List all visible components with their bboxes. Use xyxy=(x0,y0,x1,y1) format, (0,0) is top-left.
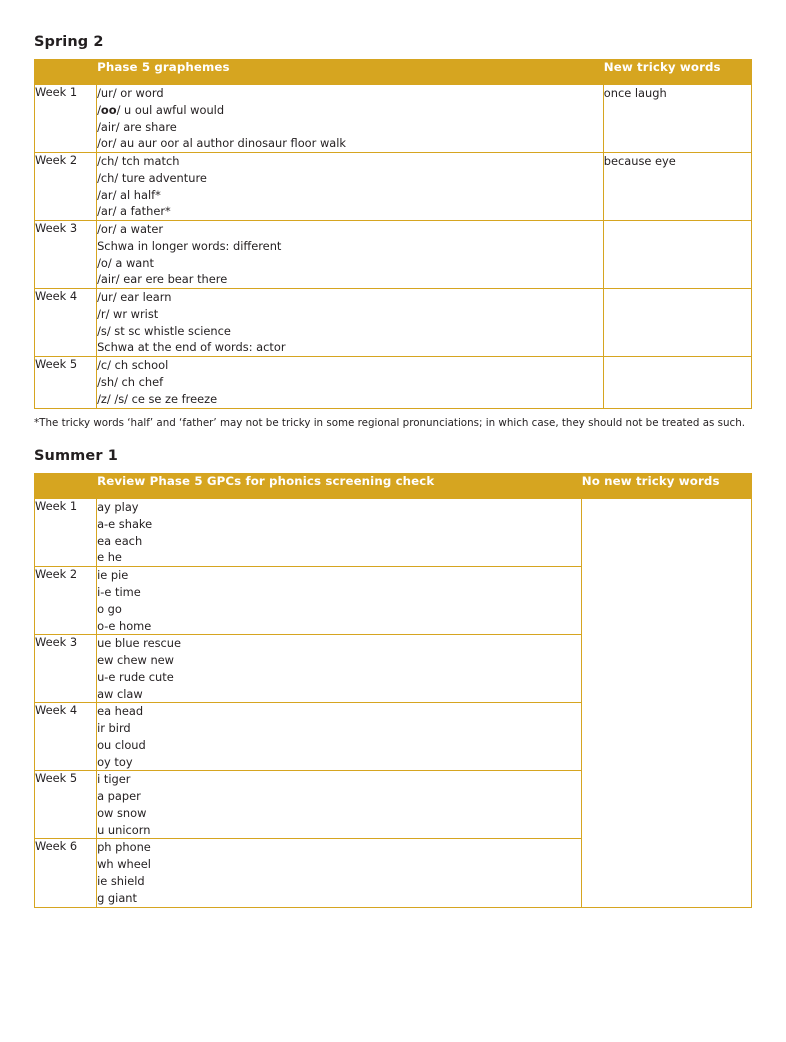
grapheme-line: g giant xyxy=(97,890,137,905)
section-title-spring-2: Spring 2 xyxy=(34,34,104,50)
grapheme-line: /o/ a want xyxy=(97,255,154,270)
header-cell-tricky-words: New tricky words xyxy=(603,60,751,85)
tricky-words-cell: once laugh xyxy=(603,85,751,153)
week-label: Week 5 xyxy=(35,357,97,408)
tricky-words-cell xyxy=(603,221,751,289)
table-row xyxy=(35,499,752,567)
table-row xyxy=(35,85,752,153)
week-label: Week 3 xyxy=(35,635,97,703)
tricky-words-cell xyxy=(603,357,751,408)
week-label: Week 4 xyxy=(35,703,97,771)
grapheme-line: Schwa at the end of words: actor xyxy=(97,340,286,355)
table-row xyxy=(35,221,752,289)
grapheme-line: /z/ /s/ ce se ze freeze xyxy=(97,391,218,406)
summer-1-table xyxy=(34,473,752,907)
grapheme-line: /sh/ ch chef xyxy=(97,375,164,390)
grapheme-cell xyxy=(97,771,582,839)
week-label: Week 5 xyxy=(35,771,97,839)
grapheme-cell xyxy=(97,289,604,357)
header-cell-blank xyxy=(35,474,97,499)
grapheme-line: /or/ a water xyxy=(97,222,164,237)
grapheme-cell xyxy=(97,85,604,153)
week-label: Week 6 xyxy=(35,839,97,907)
grapheme-line: ea head xyxy=(97,704,144,719)
spring-2-table xyxy=(34,59,752,409)
grapheme-line: u unicorn xyxy=(97,822,151,837)
grapheme-line: ph phone xyxy=(97,840,151,855)
grapheme-line: /ar/ al half* xyxy=(97,187,161,202)
grapheme-line: /s/ st sc whistle science xyxy=(97,323,231,338)
header-cell-blank xyxy=(35,60,97,85)
grapheme-line: wh wheel xyxy=(97,857,151,872)
table-header-row xyxy=(35,474,752,499)
grapheme-line: i tiger xyxy=(97,772,131,787)
footnote-spring-2: *The tricky words ‘half’ and ‘father’ may not be tricky in some regional pronunciations; in which case, they should not be treated as such. xyxy=(34,416,745,429)
grapheme-cell xyxy=(97,635,582,703)
grapheme-cell xyxy=(97,567,582,635)
grapheme-line: /air/ ear ere bear there xyxy=(97,272,228,287)
table-row xyxy=(35,153,752,221)
header-cell-review-gpcs: Review Phase 5 GPCs for phonics screening check xyxy=(97,474,582,499)
grapheme-cell xyxy=(97,153,604,221)
section-spacer xyxy=(34,430,754,448)
grapheme-bold-token: oo xyxy=(100,102,117,117)
table-row xyxy=(35,357,752,408)
grapheme-line: ou cloud xyxy=(97,737,146,752)
grapheme-line: /r/ wr wrist xyxy=(97,306,159,321)
table-row xyxy=(35,289,752,357)
grapheme-line: ay play xyxy=(97,500,139,515)
table-header-row xyxy=(35,60,752,85)
grapheme-line: /or/ au aur oor al author dinosaur floor walk xyxy=(97,136,347,151)
grapheme-line: u-e rude cute xyxy=(97,669,174,684)
grapheme-line: /oo/ u oul awful would xyxy=(97,102,225,117)
document-content xyxy=(34,34,754,908)
grapheme-line: ie pie xyxy=(97,568,129,583)
grapheme-cell xyxy=(97,499,582,567)
week-label: Week 3 xyxy=(35,221,97,289)
grapheme-line: ew chew new xyxy=(97,653,174,668)
grapheme-line: /c/ ch school xyxy=(97,358,169,373)
grapheme-cell xyxy=(97,221,604,289)
week-label: Week 2 xyxy=(35,153,97,221)
grapheme-line: ea each xyxy=(97,533,143,548)
grapheme-line: a-e shake xyxy=(97,516,153,531)
grapheme-line: aw claw xyxy=(97,686,143,701)
grapheme-line: /air/ are share xyxy=(97,119,177,134)
grapheme-line: e he xyxy=(97,550,122,565)
week-label: Week 2 xyxy=(35,567,97,635)
grapheme-line: /ar/ a father* xyxy=(97,204,171,219)
grapheme-line: oy toy xyxy=(97,754,133,769)
section-title-summer-1: Summer 1 xyxy=(34,448,118,465)
week-label: Week 1 xyxy=(35,85,97,153)
header-cell-no-new-tricky-words: No new tricky words xyxy=(581,474,751,499)
grapheme-line: i-e time xyxy=(97,584,141,599)
grapheme-line: ie shield xyxy=(97,874,145,888)
grapheme-line: /ur/ ear learn xyxy=(97,290,172,305)
grapheme-line: ir bird xyxy=(97,721,131,736)
tricky-words-cell xyxy=(603,289,751,357)
grapheme-line: /ch/ ture adventure xyxy=(97,170,207,185)
grapheme-line: ue blue rescue xyxy=(97,636,182,651)
grapheme-cell xyxy=(97,357,604,408)
grapheme-line: ow snow xyxy=(97,805,147,820)
grapheme-cell xyxy=(97,839,582,907)
grapheme-line: Schwa in longer words: different xyxy=(97,238,282,253)
grapheme-line: o-e home xyxy=(97,618,152,633)
grapheme-line: /ch/ tch match xyxy=(97,154,180,169)
grapheme-line: /ur/ or word xyxy=(97,86,164,100)
tricky-words-cell: because eye xyxy=(603,153,751,221)
grapheme-line: a paper xyxy=(97,789,141,804)
grapheme-line: o go xyxy=(97,601,122,616)
grapheme-cell xyxy=(97,703,582,771)
week-label: Week 1 xyxy=(35,499,97,567)
header-cell-graphemes: Phase 5 graphemes xyxy=(97,60,604,85)
tricky-words-cell-merged xyxy=(581,499,751,907)
week-label: Week 4 xyxy=(35,289,97,357)
